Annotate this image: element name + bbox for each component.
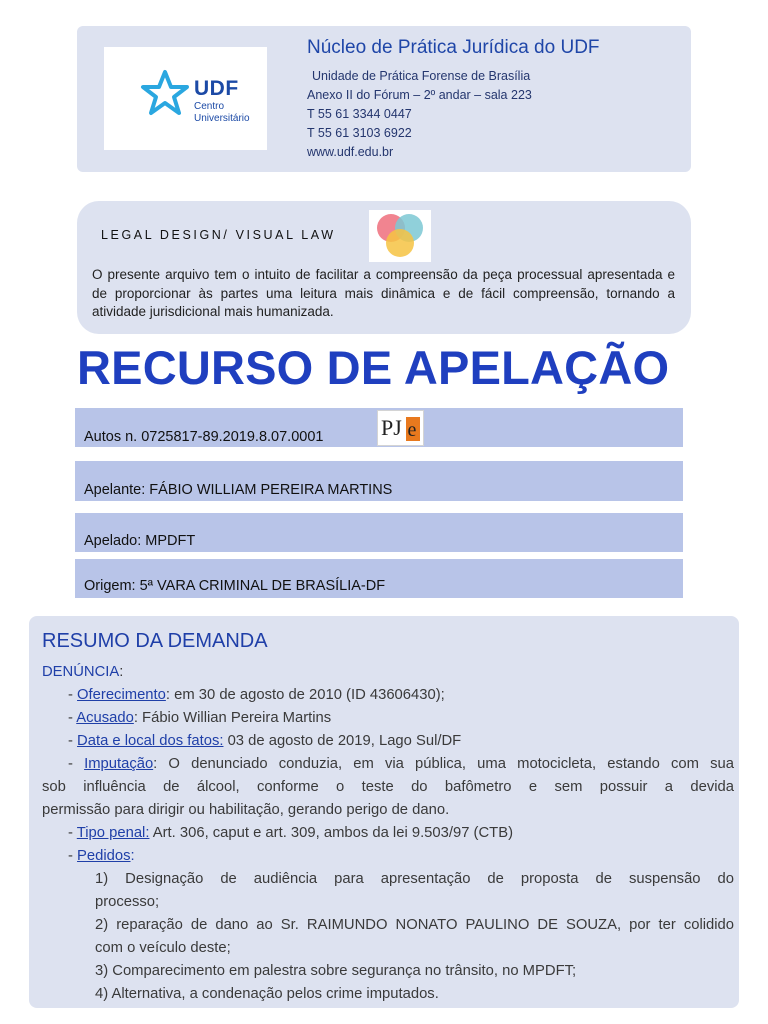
logo-subtitle-2: Universitário: [194, 113, 250, 124]
oferecimento-value: : em 30 de agosto de 2010 (ID 43606430);: [165, 687, 445, 703]
denuncia-heading: DENÚNCIA:: [42, 664, 124, 680]
svg-text:PJ: PJ: [381, 415, 402, 440]
origem: Origem: 5ª VARA CRIMINAL DE BRASÍLIA-DF: [84, 578, 386, 594]
summary-title: RESUMO DA DEMANDA: [42, 630, 268, 652]
pje-logo: [377, 410, 424, 446]
origem-bar: [75, 559, 683, 598]
oferecimento-label: Oferecimento: [77, 687, 166, 703]
tipo-penal-label: Tipo penal:: [76, 825, 150, 841]
pedido-4: 4) Alternativa, a condenação pelos crime imputados.: [95, 986, 439, 1002]
org-address: Anexo II do Fórum – 2º andar – sala 223: [307, 88, 532, 102]
pedido-3: 3) Comparecimento em palestra sobre segurança no trânsito, no MPDFT;: [95, 963, 577, 979]
tipo-penal-value: Art. 306, caput e art. 309, ambos da lei 9.503/97 (CTB): [149, 825, 514, 841]
org-unit: Unidade de Prática Forense de Brasília: [312, 69, 531, 83]
tipo-penal-line: - Tipo penal: Art. 306, caput e art. 309, ambos da lei 9.503/97 (CTB): [68, 825, 514, 841]
pedidos-colon: :: [130, 848, 135, 864]
org-phone-2: T 55 61 3103 6922: [307, 126, 412, 140]
oferecimento-line: - Oferecimento: em 30 de agosto de 2010 (ID 43606430);: [68, 687, 445, 703]
acusado-label: Acusado: [76, 710, 134, 726]
apelante: Apelante: FÁBIO WILLIAM PEREIRA MARTINS: [84, 482, 393, 498]
imputacao-value-1: : O denunciado conduzia, em via pública, uma motocicleta, estando com sua: [153, 756, 734, 772]
legal-design-title: LEGAL DESIGN/ VISUAL LAW: [101, 228, 336, 242]
acusado-value: : Fábio Willian Pereira Martins: [133, 710, 332, 726]
apelado-bar: [75, 513, 683, 552]
pedido-1: 1) Designação de audiência para apresentação de proposta de suspensão do: [95, 871, 734, 887]
legal-description: O presente arquivo tem o intuito de facilitar a compreensão da peça processual apresentada e de proporcionar às partes uma leitura mais dinâmica e de fácil compreensão, tornando a atividade jurisdicional mais humanizada.: [92, 267, 675, 319]
venn-diagram-icon: [369, 210, 431, 262]
logo-subtitle-1: Centro: [194, 101, 225, 112]
autos-number: Autos n. 0725817-89.2019.8.07.0001: [84, 429, 324, 445]
logo-text: UDF: [194, 77, 239, 100]
page-title: RECURSO DE APELAÇÃO: [77, 341, 670, 394]
apelante-bar: [75, 461, 683, 501]
imputacao-line-3: permissão para dirigir ou habilitação, gerando perigo de dano.: [42, 802, 450, 818]
pedido-2: 2) reparação de dano ao Sr. RAIMUNDO NONATO PAULINO DE SOUZA, por ter colidido: [95, 917, 734, 933]
denuncia-label: DENÚNCIA: [42, 664, 120, 680]
pedido-1-cont: processo;: [95, 894, 160, 910]
acusado-line: - Acusado: Fábio Willian Pereira Martins: [68, 710, 332, 726]
pedidos-line: - Pedidos:: [68, 848, 135, 864]
data-local-line: - Data e local dos fatos: 03 de agosto de 2019, Lago Sul/DF: [68, 733, 462, 749]
org-phone-1: T 55 61 3344 0447: [307, 107, 412, 121]
pedidos-label: Pedidos: [77, 848, 131, 864]
imputacao-label: Imputação: [84, 756, 154, 772]
org-website[interactable]: www.udf.edu.br: [307, 145, 394, 159]
imputacao-line-2: sob influência de álcool, conforme o teste do bafômetro e sem possuir a devida: [42, 779, 734, 795]
udf-logo: [104, 47, 267, 150]
apelado: Apelado: MPDFT: [84, 533, 196, 549]
imputacao-line-1: - Imputação: O denunciado conduzia, em via pública, uma motocicleta, estando com sua: [68, 756, 734, 772]
org-title: Núcleo de Prática Jurídica do UDF: [307, 37, 600, 58]
pedido-2-cont: com o veículo deste;: [95, 940, 231, 956]
svg-text:e: e: [407, 419, 417, 441]
star-logo-icon: [140, 69, 190, 117]
data-local-label: Data e local dos fatos:: [77, 733, 224, 749]
data-local-value: 03 de agosto de 2019, Lago Sul/DF: [223, 733, 462, 749]
